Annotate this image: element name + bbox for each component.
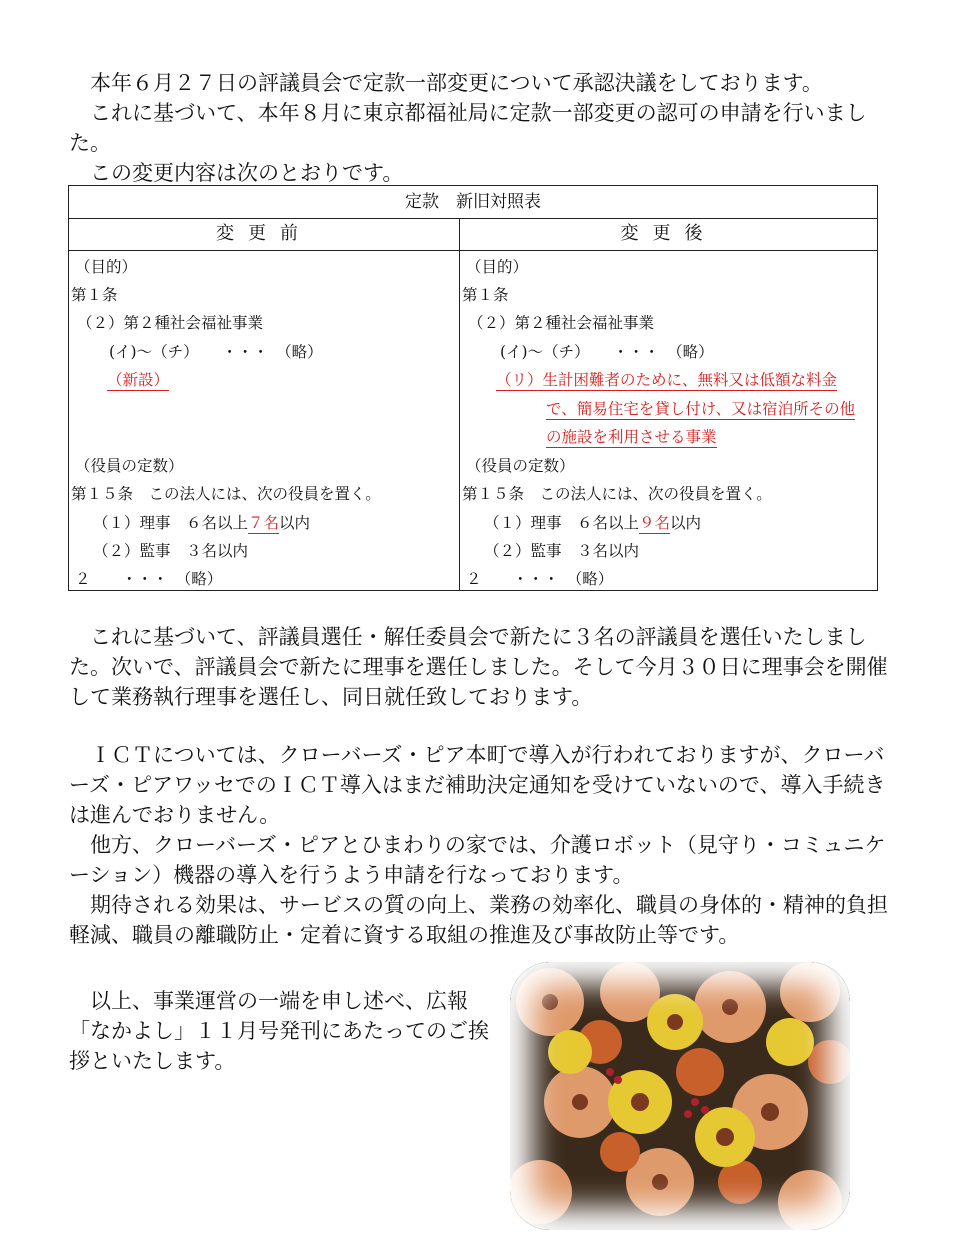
before-director-num: ７名 [248,514,280,532]
comparison-table [68,185,878,591]
before-range: (イ)～（チ） ・・・ （略） [109,343,323,361]
before-omitted: ２ ・・・ （略） [75,570,223,588]
intro-line-2: これに基づいて、本年８月に東京都福祉局に定款一部変更の認可の申請を行いました。 [69,101,867,155]
after-omitted: ２ ・・・ （略） [466,570,614,588]
after-director-post: 以内 [670,514,702,532]
after-director-num: ９名 [639,514,671,532]
ict-paragraph-2: 他方、クローバーズ・ピアとひまわりの家では、介護ロボット（見守り・コミュニケーション）機器の導入を行うよう申請を行なっております。 [69,833,886,887]
intro-line-1: 本年６月２７日の評議員会で定款一部変更について承認決議をしております。 [90,71,823,95]
after-auditor: （２）監事 ３名以内 [484,542,640,560]
ict-section [69,740,889,950]
before-purpose: （目的） [75,258,138,276]
comparison-title: 定款 新旧対照表 [69,186,877,219]
after-item2: （２）第２種社会福祉事業 [468,314,655,332]
intro-line-3: この変更内容は次のとおりです。 [90,161,404,185]
before-article15: 第１５条 この法人には、次の役員を置く。 [71,485,381,503]
after-purpose: （目的） [466,258,529,276]
flower-photo [510,962,850,1230]
flower-illustration [510,962,850,1230]
ict-paragraph-1: ＩＣＴについては、クローバーズ・ピア本町で導入が行われておりますが、クローバーズ・ピアワッセでのＩＣＴ導入はまだ補助決定通知を受けていないので、導入手続きは進んでおりません。 [69,743,886,827]
closing-section [69,986,489,1076]
after-director [484,513,701,533]
before-director [93,513,310,533]
intro-section [69,68,889,188]
after-article1: 第１条 [462,286,509,304]
after-director-pre: （１）理事 ６名以上 [484,514,640,532]
before-column [69,251,460,590]
before-director-pre: （１）理事 ６名以上 [93,514,249,532]
after-header: 変更後 [460,218,877,251]
after-article15: 第１５条 この法人には、次の役員を置く。 [462,485,772,503]
before-auditor: （２）監事 ３名以内 [93,542,249,560]
after-new-line-2: で、簡易住宅を貸し付け、又は宿泊所その他 [546,400,856,418]
after-range: (イ)～（チ） ・・・ （略） [500,343,714,361]
after-officers: （役員の定数） [466,457,575,475]
officer-election-section [69,622,889,712]
before-director-post: 以内 [279,514,311,532]
after-column [460,251,877,590]
after-new-line-3: の施設を利用させる事業 [546,428,717,446]
officer-election-paragraph: これに基づいて、評議員選任・解任委員会で新たに３名の評議員を選任いたしました。次いで、評議員会で新たに理事を選任しました。そして今月３０日に理事会を開催して業務執行理事を選任し、同日就任致しております。 [69,625,888,709]
before-new-marker: （新設） [107,371,170,389]
after-new-line-1: （リ）生計困難者のために、無料又は低額な料金 [496,371,838,389]
before-officers: （役員の定数） [75,457,184,475]
before-header: 変更前 [69,218,460,251]
closing-paragraph: 以上、事業運営の一端を申し述べ、広報「なかよし」１１月号発刊にあたってのご挨拶といたします。 [69,989,489,1073]
before-article1: 第１条 [71,286,118,304]
before-item2: （２）第２種社会福祉事業 [77,314,264,332]
ict-paragraph-3: 期待される効果は、サービスの質の向上、業務の効率化、職員の身体的・精神的負担軽減、職員の離職防止・定着に資する取組の推進及び事故防止等です。 [69,893,888,947]
